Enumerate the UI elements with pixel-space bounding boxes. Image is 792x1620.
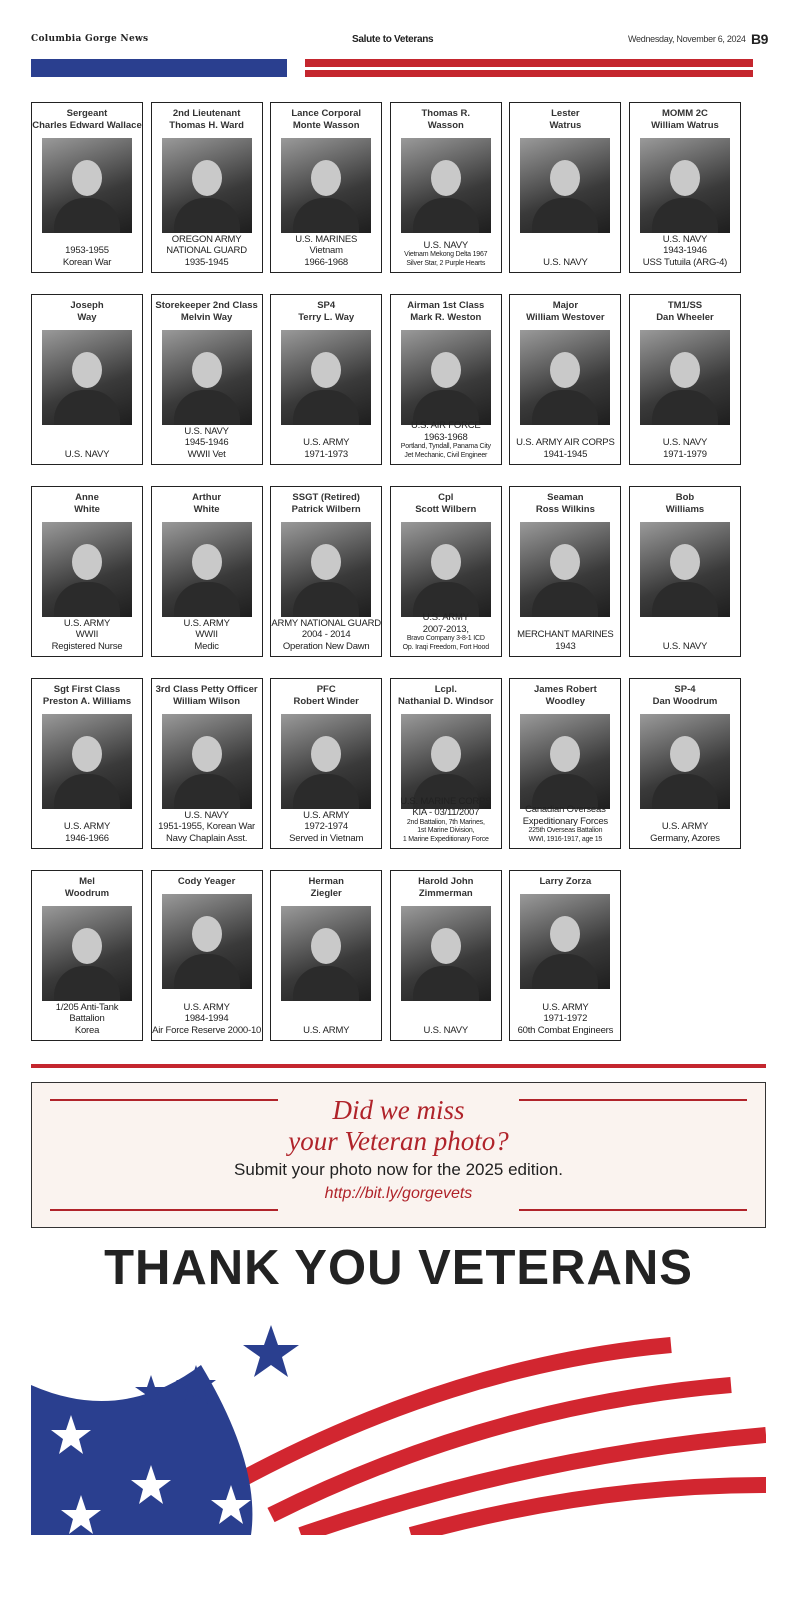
service-caption: 1953-1955 — [65, 245, 109, 256]
veteran-rank: Joseph — [70, 300, 104, 311]
veteran-rank: Anne — [75, 492, 99, 503]
veteran-name: Patrick Wilbern — [291, 504, 361, 515]
veteran-card — [31, 870, 143, 1041]
service-caption: U.S. NAVY — [184, 809, 229, 821]
service-detail: Jet Mechanic, Civil Engineer — [404, 451, 488, 459]
veteran-card — [390, 678, 502, 849]
veteran-photo — [401, 330, 491, 425]
service-caption: Navy Chaplain Asst. — [165, 832, 248, 844]
service-caption: U.S. MARINES — [295, 233, 358, 245]
veteran-rank: MOMM 2C — [662, 108, 708, 119]
veteran-card — [151, 678, 263, 849]
service-caption: U.S. NAVY — [662, 233, 708, 245]
veteran-rank: Lance Corporal — [291, 108, 362, 119]
veteran-rank: Lcpl. — [434, 684, 457, 695]
veteran-rank: Cpl — [438, 492, 454, 503]
service-caption: 1966-1968 — [304, 256, 348, 268]
service-caption: WWII Vet — [187, 448, 226, 460]
service-caption: Expeditionary Forces — [522, 815, 608, 827]
veteran-name: Dan Woodrum — [652, 696, 718, 707]
service-caption: USS Tutuila (ARG-4) — [642, 256, 728, 268]
veteran-name: Dan Wheeler — [656, 312, 714, 323]
veteran-photo — [520, 894, 610, 989]
service-caption: 2004 - 2014 — [301, 629, 351, 640]
veteran-name: William Westover — [526, 312, 605, 323]
service-caption: Served in Vietnam — [289, 832, 364, 844]
veteran-rank: Cody Yeager — [177, 876, 236, 887]
service-caption: 1945-1946 — [184, 437, 229, 448]
service-caption: Korea — [74, 1024, 100, 1036]
veteran-photo — [281, 330, 371, 425]
service-detail: 2nd Battalion, 7th Marines, — [406, 818, 485, 826]
divider — [50, 1209, 278, 1211]
veteran-rank: Arthur — [192, 492, 222, 503]
veteran-rank: Mel — [79, 876, 95, 887]
divider — [519, 1099, 747, 1101]
service-caption: Registered Nurse — [51, 640, 123, 652]
veteran-photo — [42, 330, 132, 425]
red-header-bar — [305, 59, 753, 67]
service-detail: 1st Marine Division, — [417, 827, 475, 834]
veteran-name: Scott Wilbern — [415, 504, 477, 515]
veteran-photo — [640, 522, 730, 617]
veteran-card — [151, 102, 263, 273]
service-caption: 1943 — [555, 640, 576, 652]
veteran-rank: TM1/SS — [667, 300, 703, 311]
veteran-photo — [281, 522, 371, 617]
veteran-photo — [640, 138, 730, 233]
service-caption: U.S. NAVY — [543, 256, 588, 268]
service-caption: Medic — [194, 640, 219, 652]
veteran-name: Melvin Way — [180, 312, 233, 323]
veteran-card — [31, 486, 143, 657]
red-header-bar — [305, 70, 753, 77]
veteran-photo — [640, 714, 730, 809]
veteran-card — [390, 102, 502, 273]
page-number: B9 — [751, 31, 768, 47]
veteran-rank: Thomas R. — [421, 108, 471, 119]
veteran-card — [151, 870, 263, 1041]
veteran-name: William Wilson — [173, 696, 241, 707]
service-caption: 60th Combat Engineers — [517, 1024, 614, 1036]
veteran-photo — [42, 138, 132, 233]
veteran-name: Woodrum — [64, 888, 110, 899]
veteran-card — [31, 102, 143, 273]
issue-date: Wednesday, November 6, 2024 — [628, 34, 746, 44]
veteran-photo — [42, 714, 132, 809]
veteran-card — [629, 678, 741, 849]
service-caption: 1/205 Anti-Tank — [55, 1001, 119, 1013]
service-caption: WWII — [75, 629, 99, 640]
promo-subtitle: Submit your photo now for the 2025 edition. — [234, 1160, 563, 1179]
veteran-card — [390, 870, 502, 1041]
veteran-card — [270, 870, 382, 1041]
veteran-grid — [31, 102, 741, 1041]
veteran-name: Robert Winder — [293, 696, 359, 707]
service-caption: U.S. ARMY AIR CORPS — [516, 437, 615, 448]
veteran-rank: Lester — [551, 108, 580, 119]
veteran-name: Williams — [665, 504, 705, 515]
veteran-card — [509, 102, 621, 273]
service-caption: 1941-1945 — [543, 448, 588, 460]
veteran-photo — [520, 522, 610, 617]
veteran-name: Monte Wasson — [292, 120, 360, 131]
submission-promo — [31, 1082, 766, 1228]
service-caption: U.S. MARINE CORPS — [400, 795, 492, 807]
veteran-card — [509, 678, 621, 849]
veteran-card — [151, 486, 263, 657]
veteran-photo — [281, 138, 371, 233]
veteran-card — [629, 486, 741, 657]
veteran-name: Wasson — [427, 120, 464, 131]
veteran-photo — [162, 894, 252, 989]
veteran-photo — [520, 138, 610, 233]
veteran-photo — [162, 522, 252, 617]
veteran-name: Thomas H. Ward — [169, 120, 244, 131]
service-caption: 1972-1974 — [304, 821, 348, 832]
service-caption: U.S. ARMY — [303, 1024, 350, 1036]
divider — [50, 1099, 278, 1101]
promo-link[interactable]: http://bit.ly/gorgevets — [324, 1185, 473, 1202]
service-caption: U.S. ARMY — [183, 617, 230, 629]
veteran-name: Nathanial D. Windsor — [398, 696, 494, 707]
service-caption: U.S. ARMY — [661, 821, 709, 832]
service-detail: WWI, 1916-1917, age 15 — [528, 835, 603, 843]
service-detail: Vietnam Mekong Delta 1967 — [404, 251, 488, 258]
veteran-photo — [640, 330, 730, 425]
veteran-name: Charles Edward Wallace — [32, 120, 142, 131]
service-caption: U.S. ARMY — [183, 1001, 230, 1013]
veteran-name: Ziegler — [310, 888, 342, 899]
veteran-card — [270, 486, 382, 657]
veteran-rank: Bob — [675, 492, 695, 503]
service-caption: NATIONAL GUARD — [166, 245, 247, 256]
service-caption: Battalion — [69, 1013, 105, 1024]
service-caption: 1951-1955, Korean War — [158, 821, 256, 832]
service-caption: U.S. NAVY — [662, 437, 708, 448]
service-caption: U.S. ARMY — [422, 612, 469, 623]
service-detail: 1 Marine Expeditionary Force — [402, 835, 489, 843]
service-detail: Portland, Tyndall, Panama City — [400, 443, 491, 450]
veteran-rank: Sergeant — [66, 108, 108, 119]
veteran-photo — [401, 138, 491, 233]
veteran-card — [509, 294, 621, 465]
service-caption: 1935-1945 — [184, 256, 229, 268]
veteran-rank: 3rd Class Petty Officer — [155, 684, 258, 695]
veteran-rank: SP-4 — [674, 684, 696, 695]
veteran-name: Woodley — [545, 696, 586, 707]
veteran-name: White — [193, 504, 220, 515]
veteran-rank: PFC — [316, 684, 336, 695]
service-caption: U.S. ARMY — [63, 821, 111, 832]
veteran-card — [390, 294, 502, 465]
veteran-name: Way — [77, 312, 97, 323]
divider — [31, 1064, 766, 1068]
service-caption: OREGON ARMY — [171, 233, 242, 245]
service-caption: U.S. NAVY — [184, 425, 229, 437]
service-caption: U.S. ARMY — [303, 437, 350, 448]
veteran-rank: 2nd Lieutenant — [172, 108, 241, 119]
veteran-name: William Watrus — [651, 120, 719, 131]
service-caption: Canadian Overseas — [525, 804, 606, 815]
service-caption: 1971-1972 — [543, 1013, 588, 1024]
veteran-rank: Larry Zorza — [539, 876, 592, 887]
veteran-name: White — [74, 504, 100, 515]
service-detail: 225th Overseas Battalion — [528, 827, 603, 834]
service-caption: MERCHANT MARINES — [517, 629, 614, 640]
veteran-rank: Seaman — [547, 492, 584, 503]
veteran-photo — [520, 714, 610, 809]
veteran-card — [509, 486, 621, 657]
service-caption: Vietnam — [309, 245, 343, 256]
service-caption: U.S. AIR FORCE — [411, 420, 481, 431]
service-caption: 1971-1973 — [304, 448, 348, 460]
veteran-rank: SSGT (Retired) — [292, 492, 360, 503]
service-caption: 1963-1968 — [423, 431, 468, 443]
service-caption: U.S. NAVY — [423, 239, 469, 251]
veteran-photo — [520, 330, 610, 425]
veteran-rank: James Robert — [533, 684, 597, 695]
divider — [519, 1209, 747, 1211]
flag-illustration — [31, 1305, 766, 1535]
service-caption: U.S. ARMY — [542, 1001, 589, 1013]
veteran-card — [31, 678, 143, 849]
publication-name: Columbia Gorge News — [31, 34, 149, 44]
service-caption: 1946-1966 — [65, 832, 109, 844]
service-caption: Air Force Reserve 2000-10 — [152, 1024, 262, 1036]
service-caption: 1971-1979 — [663, 448, 707, 460]
veteran-card — [270, 102, 382, 273]
service-caption: U.S. ARMY — [63, 617, 111, 629]
service-caption: Operation New Dawn — [282, 640, 370, 652]
veteran-rank: Sgt First Class — [53, 684, 121, 695]
veteran-photo — [42, 906, 132, 1001]
veteran-name: Mark R. Weston — [410, 312, 482, 323]
veteran-card — [509, 870, 621, 1041]
service-caption: Korean War — [62, 256, 112, 268]
service-caption: U.S. NAVY — [423, 1024, 469, 1036]
service-caption: 1984-1994 — [184, 1013, 229, 1024]
veteran-rank: Major — [552, 300, 579, 311]
veteran-name: Preston A. Williams — [42, 696, 132, 707]
service-detail: Bravo Company 3-8-1 ICD — [406, 635, 485, 642]
veteran-name: Watrus — [549, 120, 582, 131]
promo-heading: your Veteran photo? — [288, 1126, 509, 1156]
veteran-card — [629, 102, 741, 273]
veteran-rank: Herman — [308, 876, 344, 887]
service-caption: 2007-2013, — [422, 623, 469, 635]
veteran-photo — [281, 714, 371, 809]
service-detail: Op. Iraqi Freedom, Fort Hood — [402, 643, 489, 651]
service-caption: U.S. NAVY — [64, 448, 110, 460]
veteran-photo — [281, 906, 371, 1001]
veteran-rank: Airman 1st Class — [407, 300, 485, 311]
service-caption: U.S. NAVY — [662, 640, 708, 652]
veteran-name: Zimmerman — [418, 888, 473, 899]
veteran-photo — [162, 330, 252, 425]
veteran-photo — [42, 522, 132, 617]
service-caption: U.S. ARMY — [303, 809, 350, 821]
blue-header-bar — [31, 59, 287, 77]
veteran-photo — [162, 138, 252, 233]
veteran-card — [629, 294, 741, 465]
service-caption: WWII — [195, 629, 218, 640]
service-caption: KIA - 03/11/2007 — [412, 807, 480, 818]
service-caption: Germany, Azores — [650, 832, 720, 844]
veteran-card — [151, 294, 263, 465]
veteran-rank: Harold John — [418, 876, 474, 887]
veteran-rank: SP4 — [317, 300, 336, 311]
section-title: Salute to Veterans — [352, 34, 434, 45]
banner-title: THANK YOU VETERANS — [104, 1241, 693, 1295]
veteran-card — [390, 486, 502, 657]
veteran-card — [270, 678, 382, 849]
veteran-photo — [401, 522, 491, 617]
veteran-card — [270, 294, 382, 465]
veteran-photo — [401, 906, 491, 1001]
service-detail: Silver Star, 2 Purple Hearts — [406, 259, 486, 267]
service-caption: ARMY NATIONAL GUARD — [271, 617, 381, 629]
service-caption: 1943-1946 — [663, 245, 707, 256]
veteran-photo — [162, 714, 252, 809]
promo-heading: Did we miss — [332, 1095, 465, 1125]
veteran-card — [31, 294, 143, 465]
veteran-name: Ross Wilkins — [535, 504, 595, 515]
veteran-name: Terry L. Way — [298, 312, 355, 323]
veteran-rank: Storekeeper 2nd Class — [155, 300, 258, 311]
